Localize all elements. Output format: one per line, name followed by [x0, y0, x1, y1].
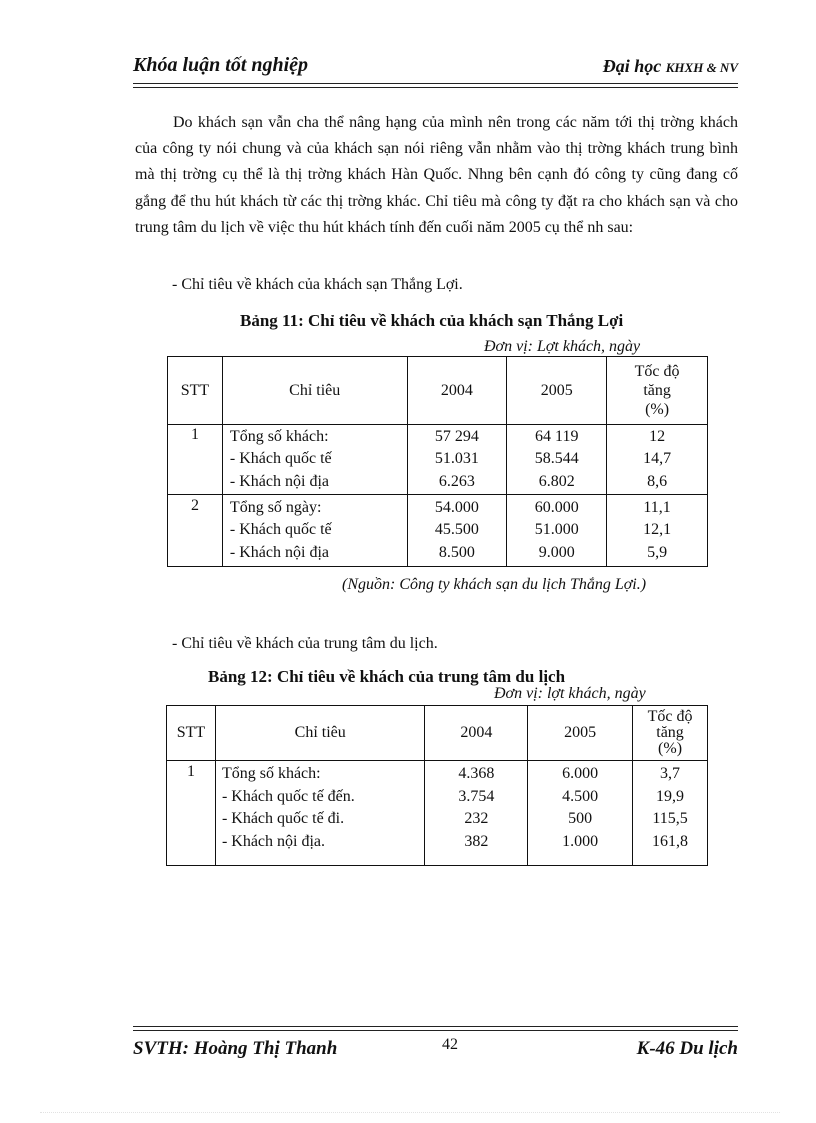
table12-r1-stt: 1 [167, 761, 216, 866]
table12-r1-growth-total: 3,7 [660, 765, 681, 782]
table11-r1-2004-total: 57 294 [434, 427, 479, 445]
footer-rule-top [133, 1026, 738, 1027]
table12-header-growth [633, 706, 708, 761]
table12 [166, 705, 708, 866]
table11-source: (Nguồn: Công ty khách sạn du lịch Thắng Lợi.) [342, 576, 647, 593]
table12-header-2005: 2005 [528, 706, 633, 761]
table11-r1-2004-domestic: 6.263 [438, 472, 475, 490]
table11-r1-label-total: Tổng số khách: [229, 427, 329, 445]
table11-r1-label-domestic: - Khách nội địa [229, 472, 329, 490]
table12-r1-2004-intl-in: 3.754 [458, 787, 495, 805]
table11-r2-growth-total: 11,1 [643, 498, 671, 516]
table11-header-2004: 2004 [407, 357, 507, 425]
table11-r1-growth-total: 12 [649, 427, 666, 445]
table11-unit: Đơn vị: Lợt khách, ngày [484, 338, 641, 355]
table12-header-row [167, 706, 708, 761]
table11-r1-labels [222, 425, 407, 495]
table11-header-stt: STT [168, 357, 223, 425]
table11-r2-2005 [507, 495, 607, 567]
table11-r2-label-total: Tổng số ngày: [229, 498, 322, 516]
body-paragraph: Do khách sạn vẫn cha thể nâng hạng của mình nên trong các năm tới thị trờng khách của công ty nói chung và của khách sạn nói riêng vẫn nhằm vào thị trờng khách trung bình mà thị trờng cụ thể là thị trờng khách Hàn Quốc. Nhng bên cạnh đó công ty cũng đang cố gắng để thu hút khách từ các thị trờng khác. Chỉ tiêu mà công ty đặt ra cho khách sạn và cho trung tâm du lịch về việc thu hút khách tính đến cuối năm 2005 cụ thể nh sau: [135, 114, 738, 236]
table11-r1-2005-domestic: 6.802 [538, 472, 575, 490]
footer-rule-bottom [133, 1030, 738, 1031]
table11-header-row [168, 357, 708, 425]
table12-unit: Đơn vị: lợt khách, ngày [494, 685, 646, 702]
table11-r2-2004-total: 54.000 [434, 498, 479, 516]
table12-r1-2005-intl-out: 500 [568, 810, 593, 827]
footer-class: K-46 Du lịch [636, 1038, 738, 1059]
table11-r2-growth-domestic: 5,9 [647, 543, 668, 561]
bullet-center-targets: - Chỉ tiêu về khách của trung tâm du lịch. [172, 635, 438, 652]
table12-r1-2005-intl-in: 4.500 [562, 787, 599, 805]
header-rule-bottom [133, 87, 738, 88]
header-rule-top [133, 83, 738, 84]
table11-r2-2005-intl: 51.000 [534, 521, 579, 539]
table11-r1-2005-intl: 58.544 [534, 450, 579, 468]
table12-r1-growth [633, 761, 708, 866]
table12-header-growth-line2: tăng [656, 724, 684, 741]
header-university-faculty: KHXH & NV [665, 60, 738, 75]
header-thesis-title: Khóa luận tốt nghiệp [133, 54, 309, 76]
header-university-main: Đại học [602, 56, 662, 76]
table11-r2-labels [222, 495, 407, 567]
bullet-hotel-targets: - Chỉ tiêu về khách của khách sạn Thắng Lợi. [172, 276, 463, 293]
table11-r2-label-domestic: - Khách nội địa [229, 543, 329, 561]
table12-r1-label-domestic: - Khách nội địa. [221, 832, 326, 850]
table11-r2-stt: 2 [168, 495, 223, 567]
table11-r1-growth-intl: 14,7 [643, 450, 672, 468]
table11-header-growth [607, 357, 708, 425]
table-row [168, 425, 708, 495]
table11-header-growth-line1: Tốc độ [634, 363, 680, 380]
table12-header-stt: STT [167, 706, 216, 761]
page-bottom-dotted-line [40, 1112, 780, 1113]
header-university [603, 56, 738, 77]
table11-header-growth-line3: (%) [645, 401, 670, 418]
table12-r1-growth-domestic: 161,8 [652, 832, 689, 850]
table11-r1-2004 [407, 425, 507, 495]
table12-r1-2004 [425, 761, 528, 866]
table12-r1-2004-domestic: 382 [464, 832, 489, 850]
table-row [168, 495, 708, 567]
table12-r1-label-intl-in: - Khách quốc tế đến. [221, 787, 355, 805]
table11-header-indicator: Chỉ tiêu [222, 357, 407, 425]
footer-author: SVTH: Hoàng Thị Thanh [133, 1038, 338, 1059]
table11-r2-growth-intl: 12,1 [643, 521, 672, 539]
table11-r1-2004-intl: 51.031 [434, 450, 479, 468]
table12-r1-2004-intl-out: 232 [464, 810, 489, 827]
table11-r1-stt: 1 [168, 425, 223, 495]
table11-r2-2005-total: 60.000 [534, 498, 579, 516]
table11-r2-2004-domestic: 8.500 [438, 543, 475, 561]
table12-r1-growth-intl-in: 19,9 [656, 787, 685, 805]
table11-r1-label-intl: - Khách quốc tế [229, 450, 332, 468]
table12-caption: Bảng 12: Chỉ tiêu về khách của trung tâm du lịch [208, 667, 566, 686]
table11 [167, 356, 708, 567]
table12-r1-growth-intl-out: 115,5 [652, 810, 688, 827]
table12-header-growth-line1: Tốc độ [647, 708, 693, 725]
table11-r2-2004-intl: 45.500 [434, 521, 479, 539]
table11-r2-2004 [407, 495, 507, 567]
table11-header-2005: 2005 [507, 357, 607, 425]
table11-r1-growth-domestic: 8,6 [647, 472, 668, 490]
table11-r2-label-intl: - Khách quốc tế [229, 521, 332, 539]
table11-header-growth-line2: tăng [643, 382, 671, 399]
table11-r1-growth [607, 425, 708, 495]
table12-r1-2005-total: 6.000 [562, 765, 599, 782]
table12-r1-2005 [528, 761, 633, 866]
table11-r2-2005-domestic: 9.000 [538, 543, 575, 561]
table11-r1-2005-total: 64 119 [535, 427, 579, 445]
table12-r1-labels [215, 761, 425, 866]
table12-header-growth-line3: (%) [658, 740, 683, 757]
table11-r2-growth [607, 495, 708, 567]
table12-r1-2004-total: 4.368 [458, 765, 495, 782]
page-number: 42 [442, 1036, 458, 1053]
table11-caption: Bảng 11: Chỉ tiêu về khách của khách sạn Thắng Lợi [240, 311, 624, 330]
table11-r1-2005 [507, 425, 607, 495]
table-row [167, 761, 708, 866]
table12-r1-2005-domestic: 1.000 [562, 832, 599, 850]
table12-r1-label-total: Tổng số khách: [221, 765, 321, 782]
table12-r1-label-intl-out: - Khách quốc tế đi. [221, 810, 345, 827]
table12-header-2004: 2004 [425, 706, 528, 761]
table12-header-indicator: Chỉ tiêu [215, 706, 425, 761]
